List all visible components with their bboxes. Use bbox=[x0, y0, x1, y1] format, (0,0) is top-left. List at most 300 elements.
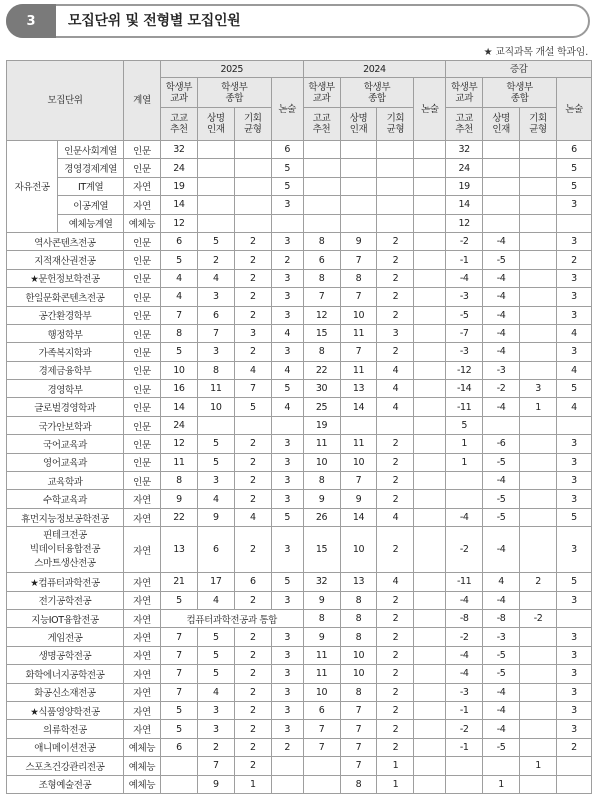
value-cell bbox=[520, 288, 557, 306]
unit-name: 지능IOT융합전공 bbox=[7, 609, 124, 627]
value-cell: 1 bbox=[377, 775, 414, 793]
value-cell: 3 bbox=[234, 324, 271, 342]
value-cell: 14 bbox=[340, 508, 377, 526]
value-cell: 14 bbox=[160, 196, 197, 214]
value-cell bbox=[520, 232, 557, 250]
value-cell: 7 bbox=[160, 646, 197, 664]
teaching-course-note: ★ 교직과목 개설 학과임. bbox=[483, 47, 588, 58]
value-cell: 6 bbox=[197, 306, 234, 324]
value-cell: 2 bbox=[377, 738, 414, 756]
value-cell: 3 bbox=[271, 591, 303, 609]
table-row bbox=[7, 324, 592, 342]
field-cell: 인문 bbox=[123, 159, 160, 177]
value-cell bbox=[414, 701, 446, 719]
value-cell: 3 bbox=[557, 306, 592, 324]
value-cell bbox=[520, 591, 557, 609]
table-row bbox=[7, 738, 592, 756]
unit-name: 화공신소재전공 bbox=[7, 683, 124, 701]
value-cell: -4 bbox=[483, 324, 520, 342]
value-cell: 3 bbox=[271, 435, 303, 453]
admission-quota-table bbox=[6, 60, 592, 794]
value-cell bbox=[414, 490, 446, 508]
value-cell: 2 bbox=[197, 251, 234, 269]
value-cell: 4 bbox=[234, 508, 271, 526]
value-cell bbox=[414, 573, 446, 591]
value-cell: 6 bbox=[160, 232, 197, 250]
value-cell: -4 bbox=[483, 720, 520, 738]
unit-name: 글로벌경영학과 bbox=[7, 398, 124, 416]
value-cell bbox=[520, 177, 557, 195]
col-header-school-recommend: 고교 추천 bbox=[160, 108, 197, 141]
value-cell: 32 bbox=[160, 141, 197, 159]
value-cell: -8 bbox=[483, 609, 520, 627]
unit-name: 지적재산권전공 bbox=[7, 251, 124, 269]
field-cell: 자연 bbox=[123, 701, 160, 719]
value-cell: 2 bbox=[234, 435, 271, 453]
value-cell: 5 bbox=[234, 398, 271, 416]
value-cell: 2 bbox=[377, 646, 414, 664]
col-header-year-2024: 2024 bbox=[303, 61, 446, 78]
value-cell: -2 bbox=[520, 609, 557, 627]
value-cell: 11 bbox=[303, 646, 340, 664]
value-cell: 10 bbox=[340, 306, 377, 324]
col-header-comprehensive: 학생부 종합 bbox=[340, 78, 414, 108]
value-cell: 2 bbox=[377, 288, 414, 306]
value-cell bbox=[557, 609, 592, 627]
value-cell bbox=[271, 214, 303, 232]
value-cell: 2 bbox=[234, 232, 271, 250]
value-cell: 12 bbox=[160, 435, 197, 453]
value-cell: 2 bbox=[234, 453, 271, 471]
value-cell bbox=[520, 453, 557, 471]
value-cell bbox=[303, 214, 340, 232]
value-cell bbox=[234, 416, 271, 434]
table-row bbox=[7, 490, 592, 508]
value-cell: 4 bbox=[557, 398, 592, 416]
field-cell: 자연 bbox=[123, 196, 160, 214]
col-header-essay: 논술 bbox=[414, 78, 446, 141]
value-cell: -4 bbox=[483, 472, 520, 490]
value-cell: -5 bbox=[446, 306, 483, 324]
value-cell bbox=[303, 177, 340, 195]
value-cell: 3 bbox=[271, 490, 303, 508]
value-cell bbox=[520, 683, 557, 701]
value-cell bbox=[414, 416, 446, 434]
value-cell bbox=[414, 527, 446, 573]
field-cell: 자연 bbox=[123, 177, 160, 195]
value-cell: -4 bbox=[483, 701, 520, 719]
value-cell: 1 bbox=[377, 757, 414, 775]
merged-note: 컴퓨터과학전공과 통합 bbox=[160, 609, 303, 627]
value-cell bbox=[446, 757, 483, 775]
value-cell: 17 bbox=[197, 573, 234, 591]
value-cell: 4 bbox=[483, 573, 520, 591]
table-row bbox=[7, 453, 592, 471]
value-cell bbox=[483, 214, 520, 232]
value-cell: 4 bbox=[377, 398, 414, 416]
field-cell: 인문 bbox=[123, 361, 160, 379]
value-cell bbox=[160, 775, 197, 793]
value-cell: 24 bbox=[446, 159, 483, 177]
table-row bbox=[7, 508, 592, 526]
table-row bbox=[7, 141, 592, 159]
table-row bbox=[7, 591, 592, 609]
value-cell bbox=[340, 177, 377, 195]
unit-name: 공간환경학부 bbox=[7, 306, 124, 324]
field-cell: 인문 bbox=[123, 435, 160, 453]
value-cell bbox=[377, 416, 414, 434]
unit-name: 의류학전공 bbox=[7, 720, 124, 738]
value-cell bbox=[414, 738, 446, 756]
value-cell: 1 bbox=[234, 775, 271, 793]
field-cell: 인문 bbox=[123, 416, 160, 434]
value-cell bbox=[377, 214, 414, 232]
value-cell bbox=[377, 196, 414, 214]
field-cell: 자연 bbox=[123, 628, 160, 646]
value-cell: 2 bbox=[377, 232, 414, 250]
value-cell: 6 bbox=[557, 141, 592, 159]
value-cell: 2 bbox=[234, 646, 271, 664]
col-header-unit: 모집단위 bbox=[7, 61, 124, 141]
unit-name: ★컴퓨터과학전공 bbox=[7, 573, 124, 591]
value-cell: 2 bbox=[557, 251, 592, 269]
unit-name: 한일문화콘텐츠전공 bbox=[7, 288, 124, 306]
value-cell bbox=[197, 159, 234, 177]
value-cell: 3 bbox=[197, 720, 234, 738]
value-cell: 7 bbox=[160, 665, 197, 683]
value-cell: -4 bbox=[483, 232, 520, 250]
value-cell: 19 bbox=[446, 177, 483, 195]
value-cell bbox=[483, 757, 520, 775]
value-cell: -5 bbox=[483, 508, 520, 526]
value-cell bbox=[557, 775, 592, 793]
value-cell bbox=[160, 757, 197, 775]
value-cell bbox=[414, 159, 446, 177]
value-cell: -2 bbox=[446, 527, 483, 573]
section-number-badge: 3 bbox=[6, 4, 56, 38]
field-cell: 인문 bbox=[123, 269, 160, 287]
value-cell: 8 bbox=[303, 609, 340, 627]
value-cell: 7 bbox=[197, 324, 234, 342]
value-cell: 10 bbox=[160, 361, 197, 379]
value-cell bbox=[483, 416, 520, 434]
value-cell: 9 bbox=[340, 490, 377, 508]
value-cell bbox=[414, 177, 446, 195]
unit-name: 영어교육과 bbox=[7, 453, 124, 471]
value-cell bbox=[520, 490, 557, 508]
value-cell: 3 bbox=[557, 343, 592, 361]
value-cell: 5 bbox=[557, 573, 592, 591]
value-cell bbox=[271, 757, 303, 775]
value-cell bbox=[520, 324, 557, 342]
value-cell: 2 bbox=[377, 628, 414, 646]
table-row bbox=[7, 398, 592, 416]
value-cell bbox=[303, 141, 340, 159]
value-cell: 9 bbox=[160, 490, 197, 508]
value-cell: 2 bbox=[377, 490, 414, 508]
unit-name: 이공계열 bbox=[58, 196, 124, 214]
value-cell: -5 bbox=[483, 665, 520, 683]
table-row bbox=[7, 269, 592, 287]
value-cell: 4 bbox=[197, 591, 234, 609]
table-row bbox=[7, 177, 592, 195]
value-cell: 5 bbox=[197, 453, 234, 471]
value-cell bbox=[271, 775, 303, 793]
table-row bbox=[7, 527, 592, 573]
value-cell: 7 bbox=[303, 720, 340, 738]
unit-name: 수학교육과 bbox=[7, 490, 124, 508]
value-cell: 5 bbox=[160, 251, 197, 269]
value-cell bbox=[520, 508, 557, 526]
value-cell: 4 bbox=[197, 490, 234, 508]
value-cell bbox=[520, 472, 557, 490]
col-header-subject: 학생부 교과 bbox=[446, 78, 483, 108]
value-cell: 6 bbox=[234, 573, 271, 591]
unit-name: IT계열 bbox=[58, 177, 124, 195]
value-cell: 2 bbox=[234, 683, 271, 701]
table-row bbox=[7, 343, 592, 361]
value-cell bbox=[377, 177, 414, 195]
value-cell: 9 bbox=[197, 775, 234, 793]
value-cell bbox=[234, 196, 271, 214]
col-header-comprehensive: 학생부 종합 bbox=[483, 78, 557, 108]
value-cell: -8 bbox=[446, 609, 483, 627]
field-cell: 예체능 bbox=[123, 214, 160, 232]
value-cell: 3 bbox=[557, 269, 592, 287]
value-cell bbox=[197, 141, 234, 159]
value-cell bbox=[234, 177, 271, 195]
value-cell: 3 bbox=[557, 453, 592, 471]
value-cell bbox=[414, 609, 446, 627]
value-cell: 2 bbox=[234, 628, 271, 646]
value-cell: -4 bbox=[483, 288, 520, 306]
value-cell: 3 bbox=[271, 343, 303, 361]
value-cell: 3 bbox=[271, 701, 303, 719]
value-cell bbox=[446, 472, 483, 490]
value-cell bbox=[414, 343, 446, 361]
value-cell: 3 bbox=[197, 701, 234, 719]
value-cell: 3 bbox=[557, 527, 592, 573]
value-cell: 5 bbox=[271, 380, 303, 398]
table-row bbox=[7, 214, 592, 232]
value-cell bbox=[520, 196, 557, 214]
value-cell: 2 bbox=[234, 701, 271, 719]
value-cell: 10 bbox=[303, 453, 340, 471]
table-row bbox=[7, 720, 592, 738]
field-cell: 인문 bbox=[123, 398, 160, 416]
unit-name: 게임전공 bbox=[7, 628, 124, 646]
value-cell: 3 bbox=[557, 232, 592, 250]
unit-name: 전기공학전공 bbox=[7, 591, 124, 609]
value-cell: 5 bbox=[271, 573, 303, 591]
value-cell: 7 bbox=[340, 343, 377, 361]
unit-name: 경제금융학부 bbox=[7, 361, 124, 379]
value-cell bbox=[377, 141, 414, 159]
value-cell: 3 bbox=[557, 701, 592, 719]
unit-name: 휴먼지능정보공학전공 bbox=[7, 508, 124, 526]
value-cell: 16 bbox=[160, 380, 197, 398]
value-cell bbox=[520, 435, 557, 453]
value-cell bbox=[197, 416, 234, 434]
unit-name: 인문사회계열 bbox=[58, 141, 124, 159]
value-cell: 2 bbox=[377, 306, 414, 324]
value-cell: 10 bbox=[340, 453, 377, 471]
table-row bbox=[7, 196, 592, 214]
value-cell bbox=[414, 251, 446, 269]
value-cell: 9 bbox=[340, 232, 377, 250]
value-cell bbox=[414, 665, 446, 683]
table-row bbox=[7, 573, 592, 591]
value-cell: -3 bbox=[483, 361, 520, 379]
field-cell: 자연 bbox=[123, 665, 160, 683]
table-row bbox=[7, 609, 592, 627]
value-cell: 8 bbox=[340, 591, 377, 609]
value-cell: 15 bbox=[303, 324, 340, 342]
value-cell bbox=[234, 159, 271, 177]
value-cell: 4 bbox=[377, 361, 414, 379]
field-cell: 예체능 bbox=[123, 775, 160, 793]
value-cell: 3 bbox=[557, 720, 592, 738]
value-cell bbox=[340, 214, 377, 232]
value-cell: 13 bbox=[340, 573, 377, 591]
value-cell: 7 bbox=[197, 757, 234, 775]
value-cell: 2 bbox=[377, 435, 414, 453]
table-row bbox=[7, 435, 592, 453]
field-cell: 인문 bbox=[123, 380, 160, 398]
value-cell: 3 bbox=[271, 646, 303, 664]
col-header-essay: 논술 bbox=[557, 78, 592, 141]
value-cell: 3 bbox=[271, 306, 303, 324]
col-header-subject: 학생부 교과 bbox=[160, 78, 197, 108]
value-cell: 8 bbox=[303, 232, 340, 250]
value-cell: 3 bbox=[271, 720, 303, 738]
field-cell: 자연 bbox=[123, 490, 160, 508]
unit-name: 국가안보학과 bbox=[7, 416, 124, 434]
value-cell: 2 bbox=[377, 453, 414, 471]
value-cell bbox=[414, 472, 446, 490]
value-cell: 7 bbox=[160, 683, 197, 701]
value-cell: 22 bbox=[303, 361, 340, 379]
value-cell bbox=[520, 159, 557, 177]
value-cell bbox=[520, 306, 557, 324]
value-cell bbox=[483, 177, 520, 195]
value-cell bbox=[234, 141, 271, 159]
value-cell: -5 bbox=[483, 251, 520, 269]
value-cell: 10 bbox=[303, 683, 340, 701]
value-cell: 3 bbox=[557, 591, 592, 609]
value-cell: 11 bbox=[340, 324, 377, 342]
value-cell bbox=[377, 159, 414, 177]
value-cell bbox=[520, 720, 557, 738]
value-cell: -4 bbox=[483, 527, 520, 573]
value-cell bbox=[520, 416, 557, 434]
value-cell: 3 bbox=[557, 435, 592, 453]
value-cell: 26 bbox=[303, 508, 340, 526]
value-cell bbox=[520, 738, 557, 756]
unit-name: 애니메이션전공 bbox=[7, 738, 124, 756]
value-cell: 7 bbox=[160, 628, 197, 646]
field-cell: 자연 bbox=[123, 527, 160, 573]
value-cell: 2 bbox=[377, 591, 414, 609]
value-cell bbox=[520, 527, 557, 573]
value-cell: -4 bbox=[483, 343, 520, 361]
value-cell: -3 bbox=[483, 628, 520, 646]
unit-name: 화학에너지공학전공 bbox=[7, 665, 124, 683]
value-cell: 2 bbox=[557, 738, 592, 756]
value-cell: 5 bbox=[160, 343, 197, 361]
value-cell bbox=[303, 159, 340, 177]
value-cell: 7 bbox=[340, 288, 377, 306]
value-cell: -7 bbox=[446, 324, 483, 342]
value-cell: 2 bbox=[377, 683, 414, 701]
value-cell bbox=[414, 324, 446, 342]
value-cell: 3 bbox=[271, 232, 303, 250]
value-cell: 4 bbox=[197, 683, 234, 701]
field-cell: 예체능 bbox=[123, 738, 160, 756]
value-cell: 7 bbox=[340, 472, 377, 490]
value-cell: 2 bbox=[234, 251, 271, 269]
value-cell: 21 bbox=[160, 573, 197, 591]
field-cell: 자연 bbox=[123, 591, 160, 609]
col-header-equal-opportunity: 기회 균형 bbox=[377, 108, 414, 141]
value-cell: 5 bbox=[271, 159, 303, 177]
field-cell: 인문 bbox=[123, 472, 160, 490]
value-cell: 3 bbox=[197, 288, 234, 306]
value-cell: 19 bbox=[303, 416, 340, 434]
value-cell bbox=[414, 288, 446, 306]
value-cell: -4 bbox=[446, 508, 483, 526]
value-cell: 2 bbox=[234, 288, 271, 306]
value-cell bbox=[520, 141, 557, 159]
value-cell bbox=[414, 398, 446, 416]
value-cell bbox=[414, 380, 446, 398]
section-header bbox=[6, 4, 590, 38]
field-cell: 인문 bbox=[123, 288, 160, 306]
value-cell bbox=[520, 646, 557, 664]
value-cell: 8 bbox=[160, 324, 197, 342]
table-row bbox=[7, 288, 592, 306]
value-cell: 2 bbox=[377, 269, 414, 287]
value-cell: -2 bbox=[446, 720, 483, 738]
value-cell: 24 bbox=[160, 416, 197, 434]
value-cell bbox=[340, 159, 377, 177]
value-cell bbox=[414, 683, 446, 701]
value-cell bbox=[414, 141, 446, 159]
value-cell bbox=[414, 646, 446, 664]
value-cell: 1 bbox=[520, 757, 557, 775]
value-cell: 4 bbox=[271, 361, 303, 379]
value-cell: -4 bbox=[483, 306, 520, 324]
value-cell: 3 bbox=[271, 472, 303, 490]
value-cell: -6 bbox=[483, 435, 520, 453]
value-cell bbox=[414, 720, 446, 738]
value-cell: 4 bbox=[377, 380, 414, 398]
value-cell: 1 bbox=[446, 435, 483, 453]
table-row bbox=[7, 380, 592, 398]
value-cell: 2 bbox=[234, 306, 271, 324]
value-cell: 11 bbox=[303, 435, 340, 453]
value-cell bbox=[520, 665, 557, 683]
value-cell bbox=[446, 490, 483, 508]
table-row bbox=[7, 306, 592, 324]
value-cell bbox=[414, 757, 446, 775]
value-cell bbox=[414, 232, 446, 250]
value-cell bbox=[414, 435, 446, 453]
value-cell: -4 bbox=[483, 398, 520, 416]
value-cell bbox=[483, 159, 520, 177]
value-cell bbox=[557, 757, 592, 775]
value-cell: 5 bbox=[160, 720, 197, 738]
